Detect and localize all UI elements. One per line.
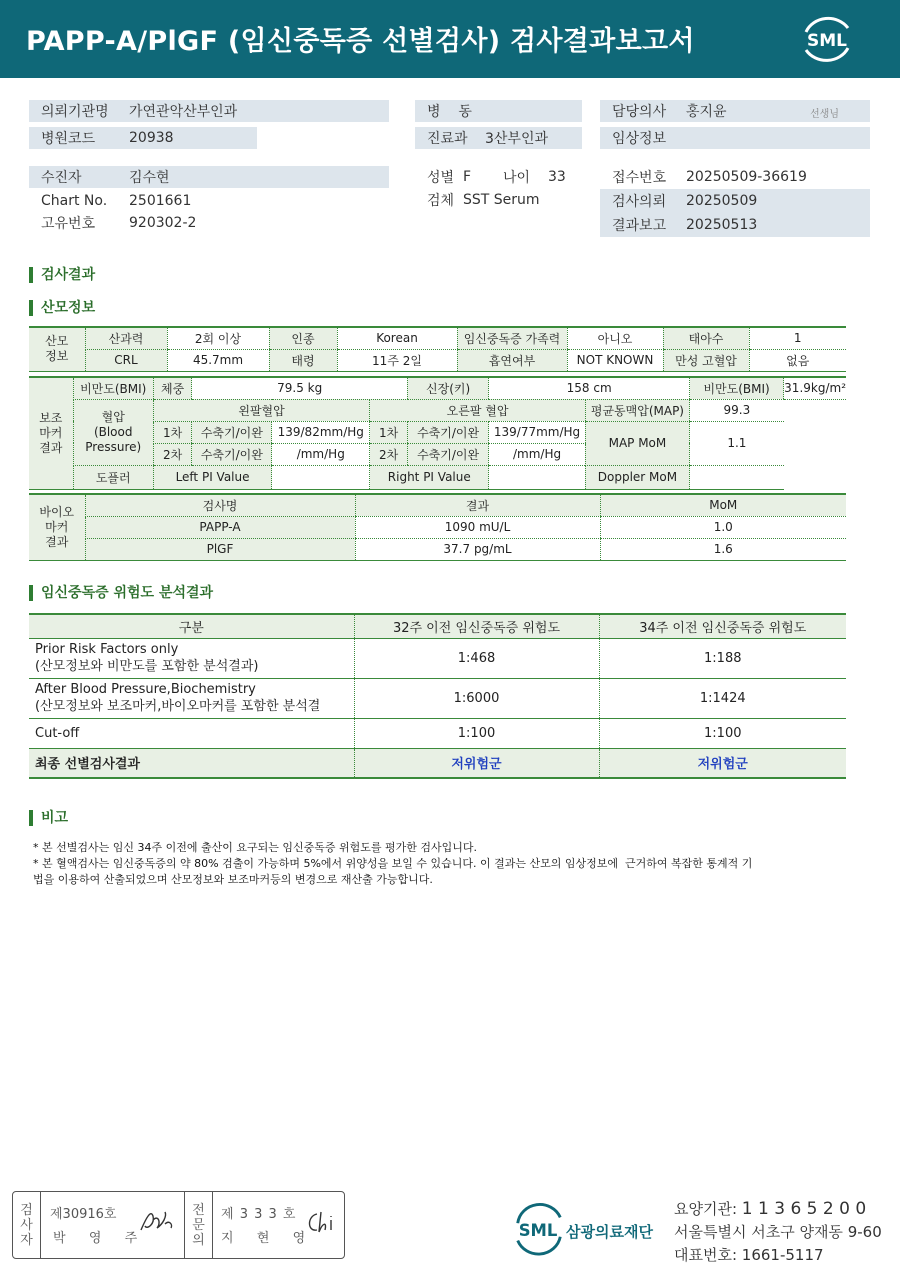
risk-row-after-label1: After Blood Pressure,Biochemistry: [35, 682, 256, 697]
cell-right-pi-value: [489, 465, 586, 489]
dept-value: 3산부인과: [485, 131, 549, 147]
logo-text: SML: [807, 31, 847, 51]
risk-header-32w: 32주 이전 임신중독증 위험도: [354, 614, 599, 638]
cell-map-value: 99.3: [690, 399, 784, 421]
hospital-code-label: 병원코드: [41, 131, 96, 147]
risk-row-after-34w: 1:1424: [599, 678, 846, 718]
cell-bp-label: 혈압 (Blood Pressure): [73, 399, 153, 465]
cell-bmi-value: 31.9kg/m²: [784, 377, 846, 399]
patient-name-value: 김수현: [129, 170, 170, 186]
cell-hypertension-value: 없음: [749, 349, 846, 371]
cell-fetus-count-value: 1: [749, 327, 846, 349]
risk-row-after-32w: 1:6000: [354, 678, 599, 718]
bio-header-result: 결과: [355, 494, 600, 516]
biomarker-table: [29, 493, 846, 561]
request-value: 20250509: [686, 193, 758, 209]
institution-code-value: 1 1 3 6 5 2 0 0: [741, 1199, 867, 1219]
clinical-row: [600, 127, 870, 149]
cell-right-arm-label: 오른팔 혈압: [370, 399, 586, 421]
request-label: 검사의뢰: [612, 194, 667, 210]
cell-parity-value: 2회 이상: [167, 327, 269, 349]
report-date-label: 결과보고: [612, 218, 667, 234]
cell-mapmom-label: MAP MoM: [585, 421, 689, 465]
cell-family-history-label: 임신중독증 가족력: [457, 327, 567, 349]
cell-doppler-label: 도플러: [73, 465, 153, 489]
uid-value: 920302-2: [129, 215, 197, 231]
request-row: [600, 189, 870, 213]
cell-ga-value: 11주 2일: [337, 349, 457, 371]
specialist-name: 지 현 영: [221, 1231, 311, 1246]
cell-left-arm-label: 왼팔혈압: [153, 399, 369, 421]
phone-value: 1661-5117: [741, 1246, 824, 1264]
chart-row: [29, 190, 389, 212]
doctor-row: [600, 100, 870, 122]
receipt-label: 접수번호: [612, 170, 667, 186]
bio-group-label: 바이오 마커 결과: [29, 494, 85, 560]
cell-left-second-value: /mm/Hg: [272, 443, 370, 465]
bio-row-plgf-result: 37.7 pg/mL: [355, 538, 600, 560]
uid-row: [29, 212, 389, 234]
age-label: 나이: [503, 170, 531, 186]
risk-row-prior-label2: (산모정보와 비만도를 포함한 분석결과): [35, 659, 259, 674]
cell-bmi-label: 비만도(BMI): [73, 377, 153, 399]
maternal-info-table: [29, 326, 846, 372]
bio-row-papp-a-result: 1090 mU/L: [355, 516, 600, 538]
cell-doppler-mom-label: Doppler MoM: [585, 465, 689, 489]
phone-label: 대표번호:: [674, 1246, 738, 1264]
sex-age-row: [415, 166, 582, 188]
remarks-text: [33, 840, 833, 888]
phone-row: [674, 1244, 824, 1265]
sex-value: F: [463, 169, 472, 185]
cell-left-first-value: 139/82mm/Hg: [272, 421, 370, 443]
cell-right-first-label: 1차: [370, 421, 408, 443]
specialist-number: 제 3 3 3 호: [221, 1207, 297, 1222]
signature-box: [12, 1191, 345, 1259]
cell-crl-label: CRL: [85, 349, 167, 371]
age-value: 33: [548, 169, 566, 185]
bio-row-plgf-mom: 1.6: [600, 538, 846, 560]
patient-name-row: [29, 166, 389, 188]
clinical-label: 임상정보: [612, 131, 667, 147]
cell-race-label: 인종: [269, 327, 337, 349]
examiner-number: 제30916호: [50, 1207, 117, 1222]
institution-value: 가연관악산부인과: [129, 104, 238, 120]
examiner-signature: [137, 1206, 177, 1238]
risk-final-label: 최종 선별검사결과: [35, 757, 140, 773]
cell-weight-label: 체중: [153, 377, 192, 399]
cell-crl-value: 45.7mm: [167, 349, 269, 371]
cell-race-value: Korean: [337, 327, 457, 349]
cell-smoking-label: 흡연여부: [457, 349, 567, 371]
risk-row-cutoff-32w: 1:100: [354, 718, 599, 748]
aux-marker-table: [29, 376, 846, 490]
organization-name: 삼광의료재단: [566, 1223, 653, 1241]
risk-row-cutoff-34w: 1:100: [599, 718, 846, 748]
ward-label: 병 동: [427, 104, 472, 120]
cell-left-second-sysdia: 수축기/이완: [192, 443, 272, 465]
remark-line-3: 법을 이용하여 산출되었으며 산모정보와 보조마커등의 변경으로 재산출 가능합니다.: [33, 873, 433, 886]
institution-row: [29, 100, 389, 122]
cell-height-label: 신장(키): [407, 377, 488, 399]
section-maternal-info: 산모정보: [29, 300, 95, 316]
section-remarks: 비고: [29, 810, 68, 826]
risk-final-34w: 저위험군: [599, 748, 846, 778]
examiner-name: 박 영 주: [53, 1231, 143, 1246]
risk-row-after-label: [29, 678, 354, 718]
footer-logo-text: SML: [518, 1220, 558, 1240]
institution-label: 의뢰기관명: [41, 104, 109, 120]
cell-smoking-value: NOT KNOWN: [567, 349, 663, 371]
cell-right-pi-label: Right PI Value: [370, 465, 489, 489]
cell-doppler-mom-value: [690, 465, 784, 489]
chart-label: Chart No.: [41, 193, 108, 209]
risk-row-prior-32w: 1:468: [354, 638, 599, 678]
risk-row-prior-34w: 1:188: [599, 638, 846, 678]
cell-mapmom-value: 1.1: [690, 421, 784, 465]
risk-row-prior-label1: Prior Risk Factors only: [35, 642, 179, 657]
doctor-label: 담당의사: [612, 104, 667, 120]
sml-logo: [798, 12, 856, 66]
cell-left-second-label: 2차: [153, 443, 192, 465]
risk-final-32w: 저위험군: [354, 748, 599, 778]
cell-right-second-sysdia: 수축기/이완: [407, 443, 488, 465]
risk-table: [29, 613, 846, 779]
cell-left-pi-value: [272, 465, 370, 489]
cell-right-first-sysdia: 수축기/이완: [407, 421, 488, 443]
risk-header-34w: 34주 이전 임신중독증 위험도: [599, 614, 846, 638]
bio-header-test: 검사명: [85, 494, 355, 516]
address-row: 서울특별시 서초구 양재동 9-60: [674, 1223, 882, 1241]
aux-group-label: 보조 마커 결과: [29, 377, 73, 489]
cell-family-history-value: 아니오: [567, 327, 663, 349]
bio-header-mom: MoM: [600, 494, 846, 516]
report-date-row: [600, 213, 870, 237]
hospital-code-row: [29, 127, 257, 149]
report-title: PAPP-A/PlGF (임신중독증 선별검사) 검사결과보고서: [26, 26, 695, 57]
cell-right-first-value: 139/77mm/Hg: [489, 421, 586, 443]
examiner-label: 검 사 자: [13, 1192, 41, 1258]
sml-footer-logo: [510, 1200, 568, 1258]
doctor-value: 홍지윤: [686, 104, 727, 120]
specimen-label: 검체: [427, 193, 455, 209]
section-risk-analysis: 임신중독증 위험도 분석결과: [29, 585, 213, 601]
risk-row-cutoff-label: Cut-off: [29, 718, 354, 748]
cell-left-first-sysdia: 수축기/이완: [192, 421, 272, 443]
doctor-suffix: 선생님: [810, 109, 839, 120]
cell-right-second-value: /mm/Hg: [489, 443, 586, 465]
specialist-block: [213, 1192, 345, 1258]
chart-value: 2501661: [129, 193, 192, 209]
specimen-value: SST Serum: [463, 192, 540, 208]
risk-row-after-label2: (산모정보와 보조마커,바이오마커를 포함한 분석결: [35, 699, 321, 714]
ward-row: [415, 100, 582, 122]
risk-header-category: 구분: [29, 614, 354, 638]
cell-ga-label: 태령: [269, 349, 337, 371]
cell-right-second-label: 2차: [370, 443, 408, 465]
institution-code-row: [674, 1198, 866, 1219]
cell-weight-value: 79.5 kg: [192, 377, 407, 399]
bio-row-plgf-name: PlGF: [85, 538, 355, 560]
sex-label: 성별: [427, 170, 455, 186]
report-header: [0, 0, 900, 78]
cell-left-pi-label: Left PI Value: [153, 465, 271, 489]
cell-map-label: 평균동맥압(MAP): [585, 399, 689, 421]
dept-label: 진료과: [427, 131, 468, 147]
remark-line-2: * 본 혈액검사는 임신중독증의 약 80% 검출이 가능하며 5%에서 위양성을 보일 수 있습니다. 이 결과는 산모의 임상정보에 근거하여 복잡한 통계적 기: [33, 857, 753, 870]
receipt-row: [600, 166, 870, 188]
uid-label: 고유번호: [41, 216, 96, 232]
cell-fetus-count-label: 태아수: [663, 327, 749, 349]
report-date-value: 20250513: [686, 217, 758, 233]
bio-row-papp-a-mom: 1.0: [600, 516, 846, 538]
cell-left-first-label: 1차: [153, 421, 192, 443]
specialist-label: 전 문 의: [185, 1192, 213, 1258]
dept-row: [415, 127, 582, 149]
cell-bmi-label2: 비만도(BMI): [690, 377, 784, 399]
risk-row-prior-label: [29, 638, 354, 678]
cell-height-value: 158 cm: [489, 377, 690, 399]
bio-row-papp-a-name: PAPP-A: [85, 516, 355, 538]
remark-line-1: * 본 선별검사는 임신 34주 이전에 출산이 요구되는 임신중독증 위험도를 평가한 검사입니다.: [33, 841, 477, 854]
specialist-signature: [303, 1206, 343, 1238]
section-test-result: 검사결과: [29, 267, 95, 283]
institution-code-label: 요양기관:: [674, 1200, 738, 1218]
cell-parity-label: 산과력: [85, 327, 167, 349]
cell-hypertension-label: 만성 고혈압: [663, 349, 749, 371]
hospital-code-value: 20938: [129, 130, 174, 146]
maternal-group-label: 산모 정보: [29, 327, 85, 371]
patient-name-label: 수진자: [41, 170, 82, 186]
receipt-value: 20250509-36619: [686, 169, 807, 185]
examiner-block: [41, 1192, 185, 1258]
specimen-row: [415, 189, 582, 211]
